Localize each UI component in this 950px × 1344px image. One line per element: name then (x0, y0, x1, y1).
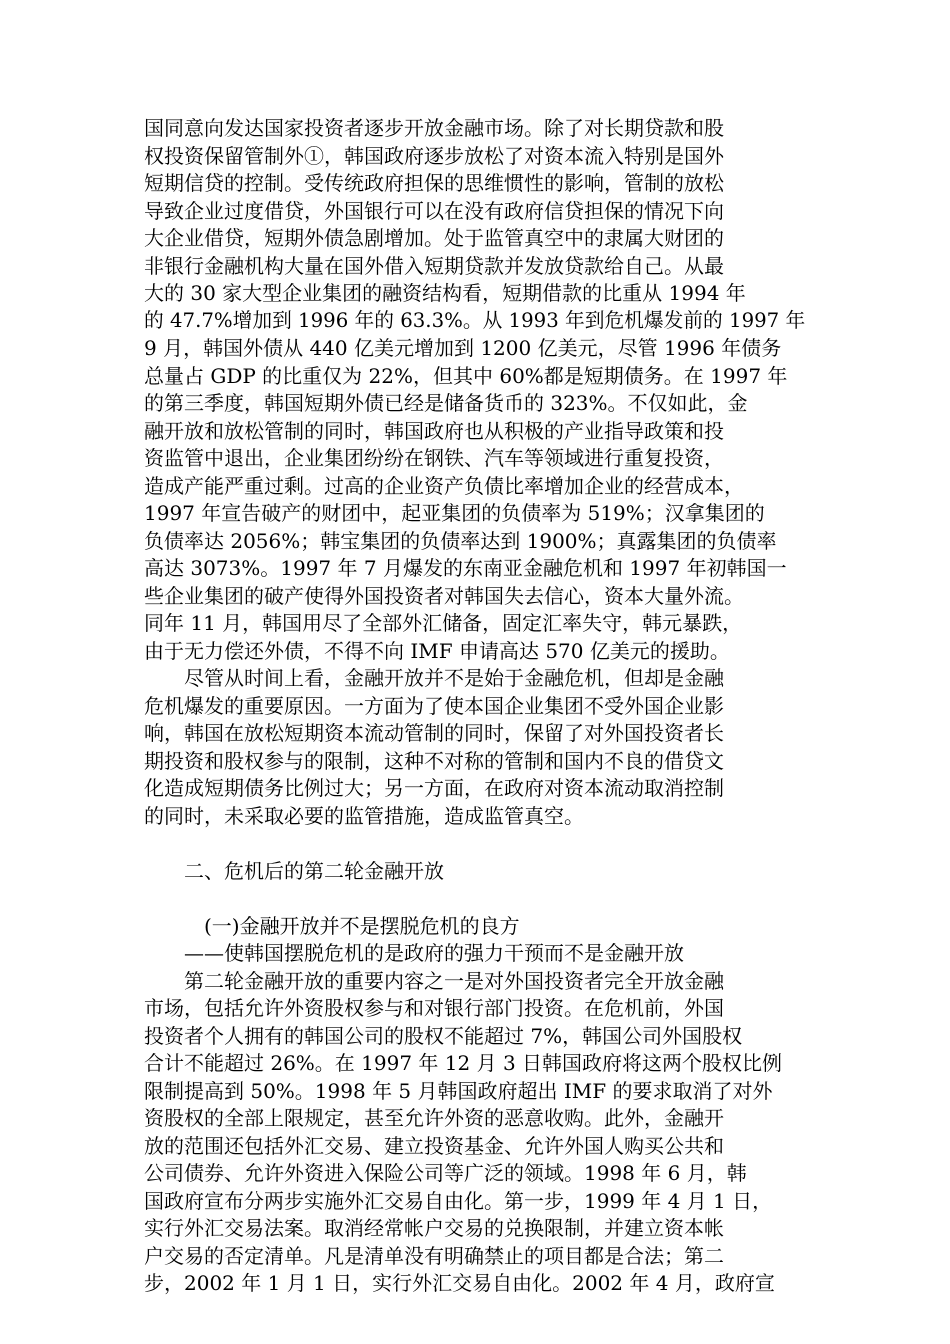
text-line: 造成产能严重过剩。过高的企业资产负债比率增加企业的经营成本， (144, 474, 744, 498)
text-line: 大的 30 家大型企业集团的融资结构看，短期借款的比重从 1994 年 (144, 281, 746, 305)
subsection-subtitle: ——使韩国摆脱危机的是政府的强力干预而不是金融开放 (144, 941, 684, 965)
text-line: 的第三季度，韩国短期外债已经是储备货币的 323%。不仅如此，金 (144, 391, 748, 415)
text-line: 1997 年宣告破产的财团中，起亚集团的负债率为 519%；汉拿集团的 (144, 501, 765, 525)
section-heading: 二、危机后的第二轮金融开放 (144, 859, 444, 883)
text-line: 同年 11 月，韩国用尽了全部外汇储备，固定汇率失守，韩元暴跌， (144, 611, 743, 635)
text-line: 第二轮金融开放的重要内容之一是对外国投资者完全开放金融 (144, 969, 724, 993)
text-line: 危机爆发的重要原因。一方面为了使本国企业集团不受外国企业影 (144, 694, 724, 718)
text-line: 实行外汇交易法案。取消经常帐户交易的兑换限制，并建立资本帐 (144, 1216, 724, 1240)
text-line: 资监管中退出，企业集团纷纷在钢铁、汽车等领域进行重复投资， (144, 446, 724, 470)
text-line: 限制提高到 50%。1998 年 5 月韩国政府超出 IMF 的要求取消了对外 (144, 1079, 773, 1103)
text-line: 权投资保留管制外①，韩国政府逐步放松了对资本流入特别是国外 (144, 144, 724, 168)
text-line: 尽管从时间上看，金融开放并不是始于金融危机，但却是金融 (144, 666, 724, 690)
text-line: 国同意向发达国家投资者逐步开放金融市场。除了对长期贷款和股 (144, 116, 724, 140)
text-line: 由于无力偿还外债，不得不向 IMF 申请高达 570 亿美元的援助。 (144, 639, 730, 663)
text-line: 步，2002 年 1 月 1 日，实行外汇交易自由化。2002 年 4 月，政府宣 (144, 1271, 775, 1295)
text-line: 导致企业过度借贷，外国银行可以在没有政府信贷担保的情况下向 (144, 199, 724, 223)
text-line: 市场，包括允许外资股权参与和对银行部门投资。在危机前，外国 (144, 996, 724, 1020)
text-line: 投资者个人拥有的韩国公司的股权不能超过 7%，韩国公司外国股权 (144, 1024, 743, 1048)
text-line: 化造成短期债务比例过大；另一方面，在政府对资本流动取消控制 (144, 776, 724, 800)
text-line: 负债率达 2056%；韩宝集团的负债率达到 1900%；真露集团的负债率 (144, 529, 777, 553)
text-line: 非银行金融机构大量在国外借入短期贷款并发放贷款给自己。从最 (144, 254, 724, 278)
text-line: 公司债券、允许外资进入保险公司等广泛的领域。1998 年 6 月，韩 (144, 1161, 747, 1185)
text-line: 户交易的否定清单。凡是清单没有明确禁止的项目都是合法；第二 (144, 1244, 724, 1268)
text-line: 总量占 GDP 的比重仅为 22%，但其中 60%都是短期债务。在 1997 年 (144, 364, 788, 388)
text-line: 期投资和股权参与的限制，这种不对称的管制和国内不良的借贷文 (144, 749, 724, 773)
text-line: 高达 3073%。1997 年 7 月爆发的东南亚金融危机和 1997 年初韩国一 (144, 556, 787, 580)
text-line: 资股权的全部上限规定，甚至允许外资的恶意收购。此外，金融开 (144, 1106, 724, 1130)
text-line: 的同时，未采取必要的监管措施，造成监管真空。 (144, 804, 584, 828)
text-line: 大企业借贷，短期外债急剧增加。处于监管真空中的隶属大财团的 (144, 226, 724, 250)
text-line: 响，韩国在放松短期资本流动管制的同时，保留了对外国投资者长 (144, 721, 724, 745)
text-line: 合计不能超过 26%。在 1997 年 12 月 3 日韩国政府将这两个股权比例 (144, 1051, 783, 1075)
text-line: 融开放和放松管制的同时，韩国政府也从积极的产业指导政策和投 (144, 419, 724, 443)
text-line: 9 月，韩国外债从 440 亿美元增加到 1200 亿美元，尽管 1996 年债务 (144, 336, 782, 360)
text-line: 国政府宣布分两步实施外汇交易自由化。第一步，1999 年 4 月 1 日， (144, 1189, 773, 1213)
text-line: 些企业集团的破产使得外国投资者对韩国失去信心，资本大量外流。 (144, 584, 744, 608)
text-line: 的 47.7%增加到 1996 年的 63.3%。从 1993 年到危机爆发前的 1997 年 (144, 309, 806, 332)
subsection-heading: (一)金融开放并不是摆脱危机的良方 (144, 914, 520, 938)
text-line: 放的范围还包括外汇交易、建立投资基金、允许外国人购买公共和 (144, 1134, 724, 1158)
text-line: 短期信贷的控制。受传统政府担保的思维惯性的影响，管制的放松 (144, 171, 724, 195)
